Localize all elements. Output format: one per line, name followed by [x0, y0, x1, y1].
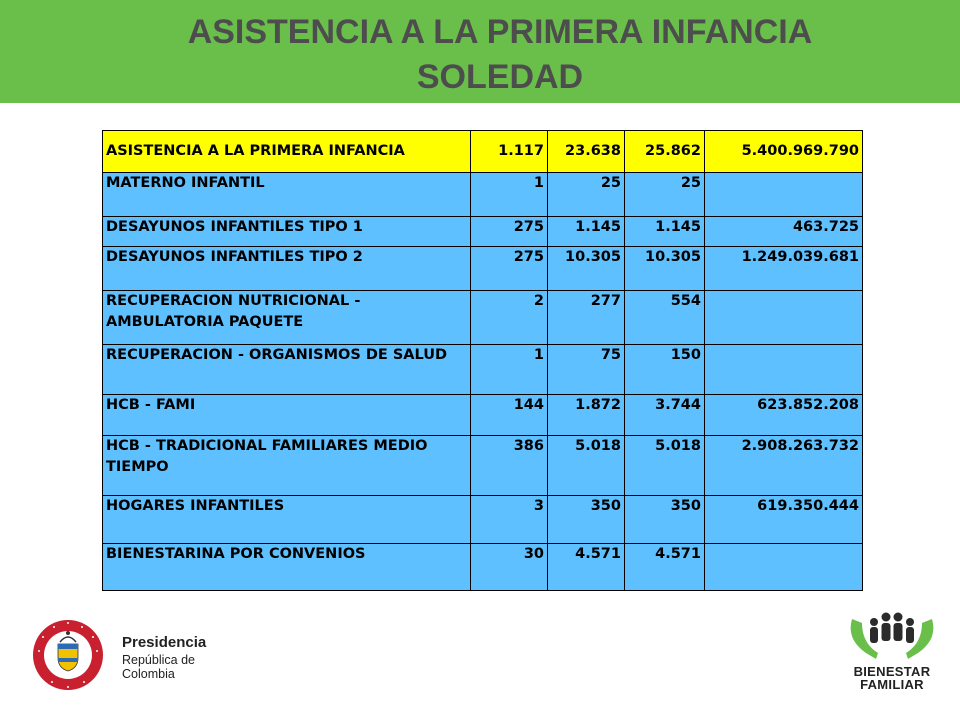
header-cell-2: 23.638 — [548, 131, 625, 173]
bienestar-line-1: BIENESTAR — [853, 664, 931, 679]
row-cell-3: 1.145 — [625, 217, 705, 247]
row-cell-3: 3.744 — [625, 395, 705, 436]
bienestar-line-2: FAMILIAR — [860, 677, 924, 692]
presidencia-title: Presidencia — [122, 634, 207, 651]
row-cell-3: 150 — [625, 345, 705, 395]
row-name-cell: MATERNO INFANTIL — [103, 173, 471, 217]
row-cell-3: 350 — [625, 496, 705, 544]
table-row — [103, 345, 863, 395]
row-cell-3: 4.571 — [625, 544, 705, 591]
row-name-cell: HCB - FAMI — [103, 395, 471, 436]
table-header-row — [103, 131, 863, 173]
row-cell-2: 1.145 — [548, 217, 625, 247]
header-name-cell: ASISTENCIA A LA PRIMERA INFANCIA — [103, 131, 471, 173]
row-name-cell: HOGARES INFANTILES — [103, 496, 471, 544]
row-cell-4 — [705, 291, 863, 345]
row-cell-3: 10.305 — [625, 247, 705, 291]
row-cell-1: 2 — [471, 291, 548, 345]
row-cell-4: 619.350.444 — [705, 496, 863, 544]
presidencia-subtitle: República de Colombia — [122, 653, 195, 681]
header-cell-4: 5.400.969.790 — [705, 131, 863, 173]
table-row — [103, 217, 863, 247]
row-name-cell: RECUPERACION NUTRICIONAL - AMBULATORIA PAQUETE — [103, 291, 471, 345]
row-cell-2: 350 — [548, 496, 625, 544]
row-cell-2: 25 — [548, 173, 625, 217]
title-line-1: ASISTENCIA A LA PRIMERA INFANCIA — [187, 13, 813, 51]
row-cell-1: 386 — [471, 436, 548, 496]
presidencia-text — [122, 634, 235, 681]
header-cell-1: 1.117 — [471, 131, 548, 173]
table-row — [103, 496, 863, 544]
row-name-cell: RECUPERACION - ORGANISMOS DE SALUD — [103, 345, 471, 395]
row-cell-1: 275 — [471, 247, 548, 291]
row-name-cell: DESAYUNOS INFANTILES TIPO 2 — [103, 247, 471, 291]
row-cell-1: 30 — [471, 544, 548, 591]
colombia-seal-icon — [30, 618, 110, 692]
row-cell-3: 25 — [625, 173, 705, 217]
assistance-table — [102, 130, 863, 591]
row-cell-2: 10.305 — [548, 247, 625, 291]
table-row — [103, 544, 863, 591]
row-cell-1: 1 — [471, 345, 548, 395]
row-cell-4: 463.725 — [705, 217, 863, 247]
row-cell-1: 1 — [471, 173, 548, 217]
family-hands-icon — [838, 605, 946, 665]
presidencia-logo — [30, 618, 235, 692]
table-row — [103, 436, 863, 496]
row-cell-2: 277 — [548, 291, 625, 345]
table-row — [103, 395, 863, 436]
row-name-cell: BIENESTARINA POR CONVENIOS — [103, 544, 471, 591]
row-cell-4: 2.908.263.732 — [705, 436, 863, 496]
row-cell-1: 3 — [471, 496, 548, 544]
row-cell-4: 623.852.208 — [705, 395, 863, 436]
table-row — [103, 291, 863, 345]
row-cell-2: 5.018 — [548, 436, 625, 496]
row-cell-4 — [705, 345, 863, 395]
row-cell-1: 275 — [471, 217, 548, 247]
header-cell-3: 25.862 — [625, 131, 705, 173]
row-cell-4: 1.249.039.681 — [705, 247, 863, 291]
row-cell-3: 5.018 — [625, 436, 705, 496]
row-cell-3: 554 — [625, 291, 705, 345]
row-cell-2: 75 — [548, 345, 625, 395]
row-name-cell: HCB - TRADICIONAL FAMILIARES MEDIO TIEMPO — [103, 436, 471, 496]
bienestar-familiar-logo — [838, 605, 946, 695]
row-name-cell: DESAYUNOS INFANTILES TIPO 1 — [103, 217, 471, 247]
bienestar-text — [838, 665, 946, 691]
row-cell-4 — [705, 173, 863, 217]
title-line-2: SOLEDAD — [416, 58, 584, 96]
row-cell-1: 144 — [471, 395, 548, 436]
table-row — [103, 247, 863, 291]
page-title — [80, 10, 920, 100]
row-cell-4 — [705, 544, 863, 591]
row-cell-2: 4.571 — [548, 544, 625, 591]
row-cell-2: 1.872 — [548, 395, 625, 436]
table-row — [103, 173, 863, 217]
